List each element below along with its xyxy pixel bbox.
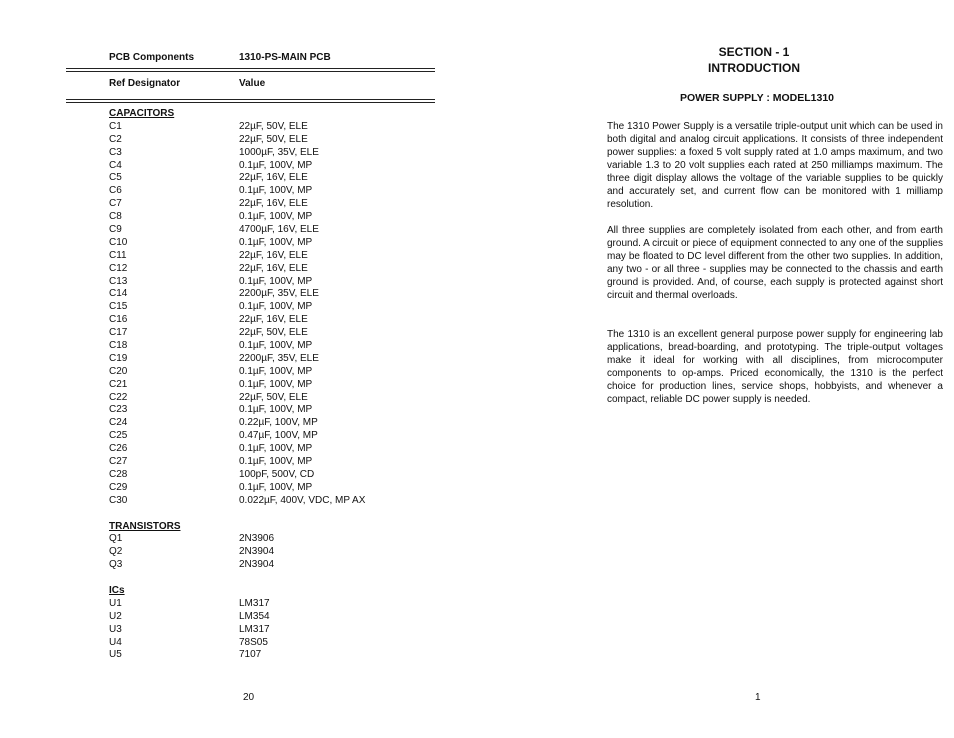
part-value: 22µF, 50V, ELE bbox=[239, 133, 308, 145]
part-value: 22µF, 16V, ELE bbox=[239, 172, 308, 184]
part-value: 0.1µF, 100V, MP bbox=[239, 236, 313, 248]
part-ref: C23 bbox=[109, 404, 128, 416]
part-row bbox=[109, 417, 318, 430]
part-row bbox=[109, 185, 313, 198]
part-ref: C14 bbox=[109, 288, 128, 300]
part-value: 2200µF, 35V, ELE bbox=[239, 352, 319, 364]
parts-section-title: CAPACITORS bbox=[109, 108, 175, 119]
part-value: 100pF, 500V, CD bbox=[239, 468, 315, 480]
part-value: 1000µF, 35V, ELE bbox=[239, 146, 319, 158]
part-ref: C24 bbox=[109, 417, 128, 429]
part-row bbox=[109, 352, 319, 366]
ref-designator-label: Ref Designator bbox=[109, 78, 181, 89]
part-ref: U1 bbox=[109, 597, 122, 609]
section-label: SECTION - 1 bbox=[718, 45, 790, 59]
part-ref: C25 bbox=[109, 430, 128, 442]
part-value: 0.22µF, 100V, MP bbox=[239, 417, 318, 429]
part-row bbox=[109, 623, 270, 637]
section-title: INTRODUCTION bbox=[708, 61, 800, 75]
header-rule-bottom bbox=[66, 99, 435, 103]
part-value: 2N3906 bbox=[239, 533, 275, 545]
part-ref: U2 bbox=[109, 610, 122, 622]
subheading: POWER SUPPLY : MODEL1310 bbox=[679, 92, 835, 104]
part-row bbox=[109, 610, 270, 624]
part-ref: C22 bbox=[109, 391, 128, 403]
part-value: 0.1µF, 100V, MP bbox=[239, 456, 313, 468]
paragraph-1: The 1310 Power Supply is a versatile triple-output unit which can be used in both digital and analog circuit applications. It consists of three independent power supplies: a foxed 5 volt supply rated at 1.0 amps maximum, and two variable 1.3 to 20 volt supplies each rated at 250 milliamps maximum. The three digit display allows the voltage of the variable supplies to be quickly and accurately set, and current flow can be monitored with 1 milliamp resolution. bbox=[607, 121, 943, 210]
value-label: Value bbox=[239, 78, 266, 89]
part-value: 22µF, 50V, ELE bbox=[239, 391, 308, 403]
part-ref: C16 bbox=[109, 314, 128, 326]
part-value: 22µF, 50V, ELE bbox=[239, 120, 308, 132]
part-value: 0.1µF, 100V, MP bbox=[239, 404, 313, 416]
part-row bbox=[109, 314, 308, 327]
part-value: 22µF, 16V, ELE bbox=[239, 314, 308, 326]
part-row bbox=[109, 378, 313, 392]
part-row bbox=[109, 327, 308, 340]
part-value: 22µF, 16V, ELE bbox=[239, 249, 308, 261]
part-ref: C4 bbox=[109, 159, 122, 171]
part-ref: C26 bbox=[109, 443, 128, 455]
part-ref: Q3 bbox=[109, 559, 123, 571]
part-ref: C30 bbox=[109, 494, 128, 506]
part-row bbox=[109, 481, 313, 495]
part-ref: C11 bbox=[109, 249, 127, 261]
part-ref: U3 bbox=[109, 623, 122, 635]
page-number-left: 20 bbox=[243, 692, 255, 703]
part-ref: C1 bbox=[109, 120, 122, 132]
part-ref: C3 bbox=[109, 146, 122, 158]
part-value: 0.1µF, 100V, MP bbox=[239, 340, 313, 352]
part-value: 22µF, 16V, ELE bbox=[239, 198, 308, 210]
part-row bbox=[109, 636, 268, 650]
parts-section-title: TRANSISTORS bbox=[109, 520, 181, 532]
section-heading bbox=[473, 44, 954, 76]
part-ref: C15 bbox=[109, 301, 128, 313]
part-row bbox=[109, 365, 313, 379]
part-row bbox=[109, 262, 308, 276]
part-value: 2N3904 bbox=[239, 559, 275, 571]
pcb-components-label: PCB Components bbox=[109, 52, 194, 63]
part-ref: C10 bbox=[109, 236, 128, 248]
part-value: 0.1µF, 100V, MP bbox=[239, 275, 313, 287]
part-row bbox=[109, 211, 313, 224]
part-row bbox=[109, 249, 308, 263]
part-value: 4700µF, 16V, ELE bbox=[239, 224, 319, 236]
part-ref: U5 bbox=[109, 649, 122, 661]
part-row bbox=[109, 133, 308, 147]
part-value: 7107 bbox=[239, 649, 262, 661]
part-value: 0.47µF, 100V, MP bbox=[239, 430, 318, 442]
part-row bbox=[109, 649, 262, 662]
part-value: 0.1µF, 100V, MP bbox=[239, 481, 313, 493]
part-row bbox=[109, 546, 275, 559]
part-value: 0.1µF, 100V, MP bbox=[239, 185, 313, 197]
part-ref: C28 bbox=[109, 468, 128, 480]
part-ref: U4 bbox=[109, 636, 122, 648]
part-ref: Q1 bbox=[109, 533, 123, 545]
part-value: 22µF, 16V, ELE bbox=[239, 262, 308, 274]
part-value: 2200µF, 35V, ELE bbox=[239, 288, 319, 300]
part-row bbox=[109, 443, 313, 456]
pcb-name: 1310-PS-MAIN PCB bbox=[239, 52, 331, 63]
part-row bbox=[109, 404, 313, 417]
part-ref: Q2 bbox=[109, 546, 123, 558]
part-row bbox=[109, 288, 319, 301]
part-ref: C6 bbox=[109, 185, 122, 197]
part-row bbox=[109, 597, 270, 611]
right-page bbox=[477, 0, 954, 738]
header-rule-top bbox=[66, 68, 435, 72]
parts-list bbox=[109, 108, 366, 662]
part-ref: C13 bbox=[109, 275, 128, 287]
part-row bbox=[109, 275, 313, 289]
part-ref: C5 bbox=[109, 172, 122, 184]
part-value: 2N3904 bbox=[239, 546, 275, 558]
parts-section-title: ICs bbox=[109, 584, 125, 596]
part-value: 0.1µF, 100V, MP bbox=[239, 159, 313, 171]
part-row bbox=[109, 468, 315, 482]
part-row bbox=[109, 391, 308, 405]
part-ref: C21 bbox=[109, 378, 128, 390]
part-value: 0.022µF, 400V, VDC, MP AX bbox=[239, 494, 366, 506]
part-row bbox=[109, 340, 313, 353]
part-value: 0.1µF, 100V, MP bbox=[239, 378, 313, 390]
part-ref: C17 bbox=[109, 327, 128, 339]
part-ref: C12 bbox=[109, 262, 128, 274]
part-ref: C27 bbox=[109, 456, 128, 468]
part-value: 0.1µF, 100V, MP bbox=[239, 211, 313, 223]
part-ref: C9 bbox=[109, 224, 122, 236]
section-spacer bbox=[109, 508, 181, 521]
part-row bbox=[109, 301, 313, 314]
part-ref: C8 bbox=[109, 211, 122, 223]
part-row bbox=[109, 559, 275, 572]
page-number-right: 1 bbox=[755, 692, 761, 703]
part-value: LM317 bbox=[239, 623, 270, 635]
paragraph-2: All three supplies are completely isolated from each other, and from earth ground. A circuit or piece of equipment connected to any one of the supplies may be floated to DC level different from the other two supplies. In addition, any two - or all three - supplies may be connected to the chassis and earth ground is provided. And, of course, each supply is protected against short circuit and thermal overloads. bbox=[607, 225, 943, 301]
part-ref: C18 bbox=[109, 340, 128, 352]
part-row bbox=[109, 159, 313, 173]
part-row bbox=[109, 172, 308, 185]
part-value: 0.1µF, 100V, MP bbox=[239, 301, 313, 313]
part-value: 0.1µF, 100V, MP bbox=[239, 365, 313, 377]
part-row bbox=[109, 198, 308, 211]
part-row bbox=[109, 236, 313, 250]
part-row bbox=[109, 224, 319, 237]
part-row bbox=[109, 430, 318, 443]
paragraph-3: The 1310 is an excellent general purpose power supply for engineering lab applications, bread-boarding, and prototyping. The triple-output voltages make it ideal for working with all disciplines, from microcomputer components to op-amps. Priced economically, the 1310 is the perfect choice for production lines, service shops, hobbyists, and whenever a compact, reliable DC power supply is needed. bbox=[607, 329, 943, 405]
part-ref: C20 bbox=[109, 365, 128, 377]
part-value: 0.1µF, 100V, MP bbox=[239, 443, 313, 455]
part-value: LM354 bbox=[239, 610, 270, 622]
part-value: LM317 bbox=[239, 597, 270, 609]
part-row bbox=[109, 494, 366, 508]
part-value: 78S05 bbox=[239, 636, 268, 648]
part-ref: C29 bbox=[109, 481, 128, 493]
part-row bbox=[109, 456, 313, 469]
part-row bbox=[109, 146, 319, 160]
part-row bbox=[109, 120, 308, 134]
section-spacer bbox=[109, 572, 181, 585]
part-row bbox=[109, 533, 275, 546]
part-ref: C7 bbox=[109, 198, 122, 210]
part-ref: C2 bbox=[109, 133, 122, 145]
part-ref: C19 bbox=[109, 352, 128, 364]
part-value: 22µF, 50V, ELE bbox=[239, 327, 308, 339]
